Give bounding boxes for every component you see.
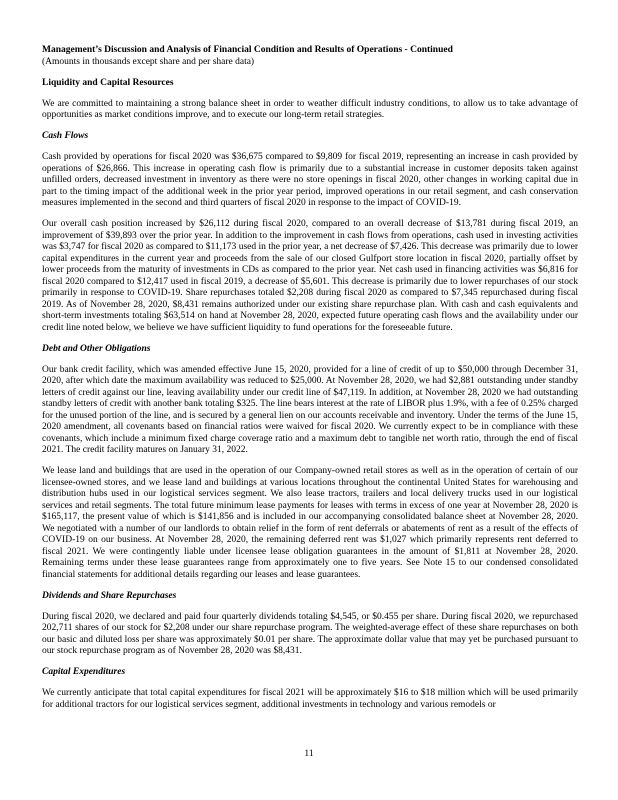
page-number: 11 [304,749,314,759]
section-heading-liquidity-and-capital-resources: Liquidity and Capital Resources [42,77,174,88]
paragraph-capital-expenditures: We currently anticipate that total capital expenditures for fiscal 2021 will be approximately $16 to $18 million which will be used primarily for additional tractors for our logistical services segment, additional investments in technology and various remodels or [42,688,578,710]
section-heading-cash-flows: Cash Flows [42,131,89,141]
paragraph-liquidity-overview: We are committed to maintaining a strong balance sheet in order to weather difficult industry conditions, to allow us to take advantage of opportunities as market conditions improve, and to execute our long-term retail strategies. [42,98,578,120]
document-header [42,45,578,68]
paragraph-credit-facility: Our bank credit facility, which was amended effective June 15, 2020, provided for a line of credit of up to $50,000 through December 31, 2020, after which date the maximum availability was reduced to $25,000. At November 28, 2020, we had $2,881 outstanding under standby letters of credit against our line, leaving availability under our credit line of $47,119. In addition, at November 28, 2020 we had outstanding standby letters of credit with another bank totaling $325. The line bears interest at the rate of LIBOR plus 1.9%, with a fee of 0.25% charged for the unused portion of the line, and is secured by a general lien on our accounts receivable and inventory. Under the terms of the June 15, 2020 amendment, all covenants based on financial ratios were waived for fiscal 2020. We currently expect to be in compliance with these covenants, which include a minimum fixed charge coverage ratio and a maximum debt to tangible net worth ratio, through the end of fiscal 2021. The credit facility matures on January 31, 2022. [42,364,578,455]
document-title: Management’s Discussion and Analysis of Financial Condition and Results of Operations - Continued [42,45,453,55]
section-heading-dividends-and-share-repurchases: Dividends and Share Repurchases [42,590,177,601]
document-subtitle: (Amounts in thousands except share and per share data) [42,56,255,67]
section-heading-capital-expenditures: Capital Expenditures [42,667,126,677]
paragraph-cash-flows-operations: Cash provided by operations for fiscal 2020 was $36,675 compared to $9,809 for fiscal 2019, representing an increase in cash provided by operations of $26,866. This increase in operating cash flow is primarily due to a substantial increase in customer deposits taken against unfilled orders, decreased investment in inventory as there were no store openings in fiscal 2020, other changes in working capital due in part to the timing impact of the additional week in the prior year period, improved operations in our retail segment, and cash conservation measures implemented in the second and third quarters of fiscal 2020 in response to the impact of COVID-19. [42,152,578,208]
paragraph-cash-position: Our overall cash position increased by $26,112 during fiscal 2020, compared to an overall decrease of $13,781 during fiscal 2019, an improvement of $39,893 over the prior year. In addition to the improvement in cash flows from operations, cash used in investing activities was $3,747 for fiscal 2020 as compared to $11,173 used in the prior year, a net decrease of $7,426. This decrease was primarily due to lower capital expenditures in the current year and proceeds from the sale of our closed Gulfport store location in fiscal 2020, partially offset by lower proceeds from the maturity of investments in CDs as compared to the prior year. Net cash used in financing activities was $6,816 for fiscal 2020 compared to $12,417 used in fiscal 2019, a decrease of $5,601. This decrease is primarily due to lower repurchases of our stock primarily in response to COVID-19. Share repurchases totaled $2,208 during fiscal 2020 as compared to $7,345 repurchased during fiscal 2019. As of November 28, 2020, $8,431 remains authorized under our existing share repurchase plan. With cash and cash equivalents and short-term investments totaling $63,514 on hand at November 28, 2020, expected future operating cash flows and the availability under our credit line noted below, we believe we have sufficient liquidity to fund operations for the foreseeable future. [42,219,578,333]
paragraph-leases: We lease land and buildings that are used in the operation of our Company-owned retail stores as well as in the operation of certain of our licensee-owned stores, and we lease land and buildings at various locations throughout the continental United States for warehousing and distribution hubs used in our logistical services segment. We also lease tractors, trailers and local delivery trucks used in our logistical services and retail segments. The total future minimum lease payments for leases with terms in excess of one year at November 28, 2020 is $165,117, the present value of which is $141,856 and is included in our accompanying consolidated balance sheet at November 28, 2020. We negotiated with a number of our landlords to obtain relief in the form of rent deferrals or abatements of rent as a result of the effects of COVID-19 on our business. At November 28, 2020, the remaining deferred rent was $1,027 which primarily represents rent deferred to fiscal 2021. We were contingently liable under licensee lease obligation guarantees in the amount of $1,811 at November 28, 2020. Remaining terms under these lease guarantees range from approximately one to five years. See Note 15 to our condensed consolidated financial statements for additional details regarding our leases and lease guarantees. [42,466,578,580]
section-heading-debt-and-other-obligations: Debt and Other Obligations [42,343,151,354]
paragraph-dividends: During fiscal 2020, we declared and paid four quarterly dividends totaling $4,545, or $0.455 per share. During fiscal 2020, we repurchased 202,711 shares of our stock for $2,208 under our share repurchase program. The weighted-average effect of these share repurchases on both our basic and diluted loss per share was approximately $0.01 per share. The approximate dollar value that may yet be purchased pursuant to our stock repurchase program as of November 28, 2020 was $8,431. [42,611,578,656]
